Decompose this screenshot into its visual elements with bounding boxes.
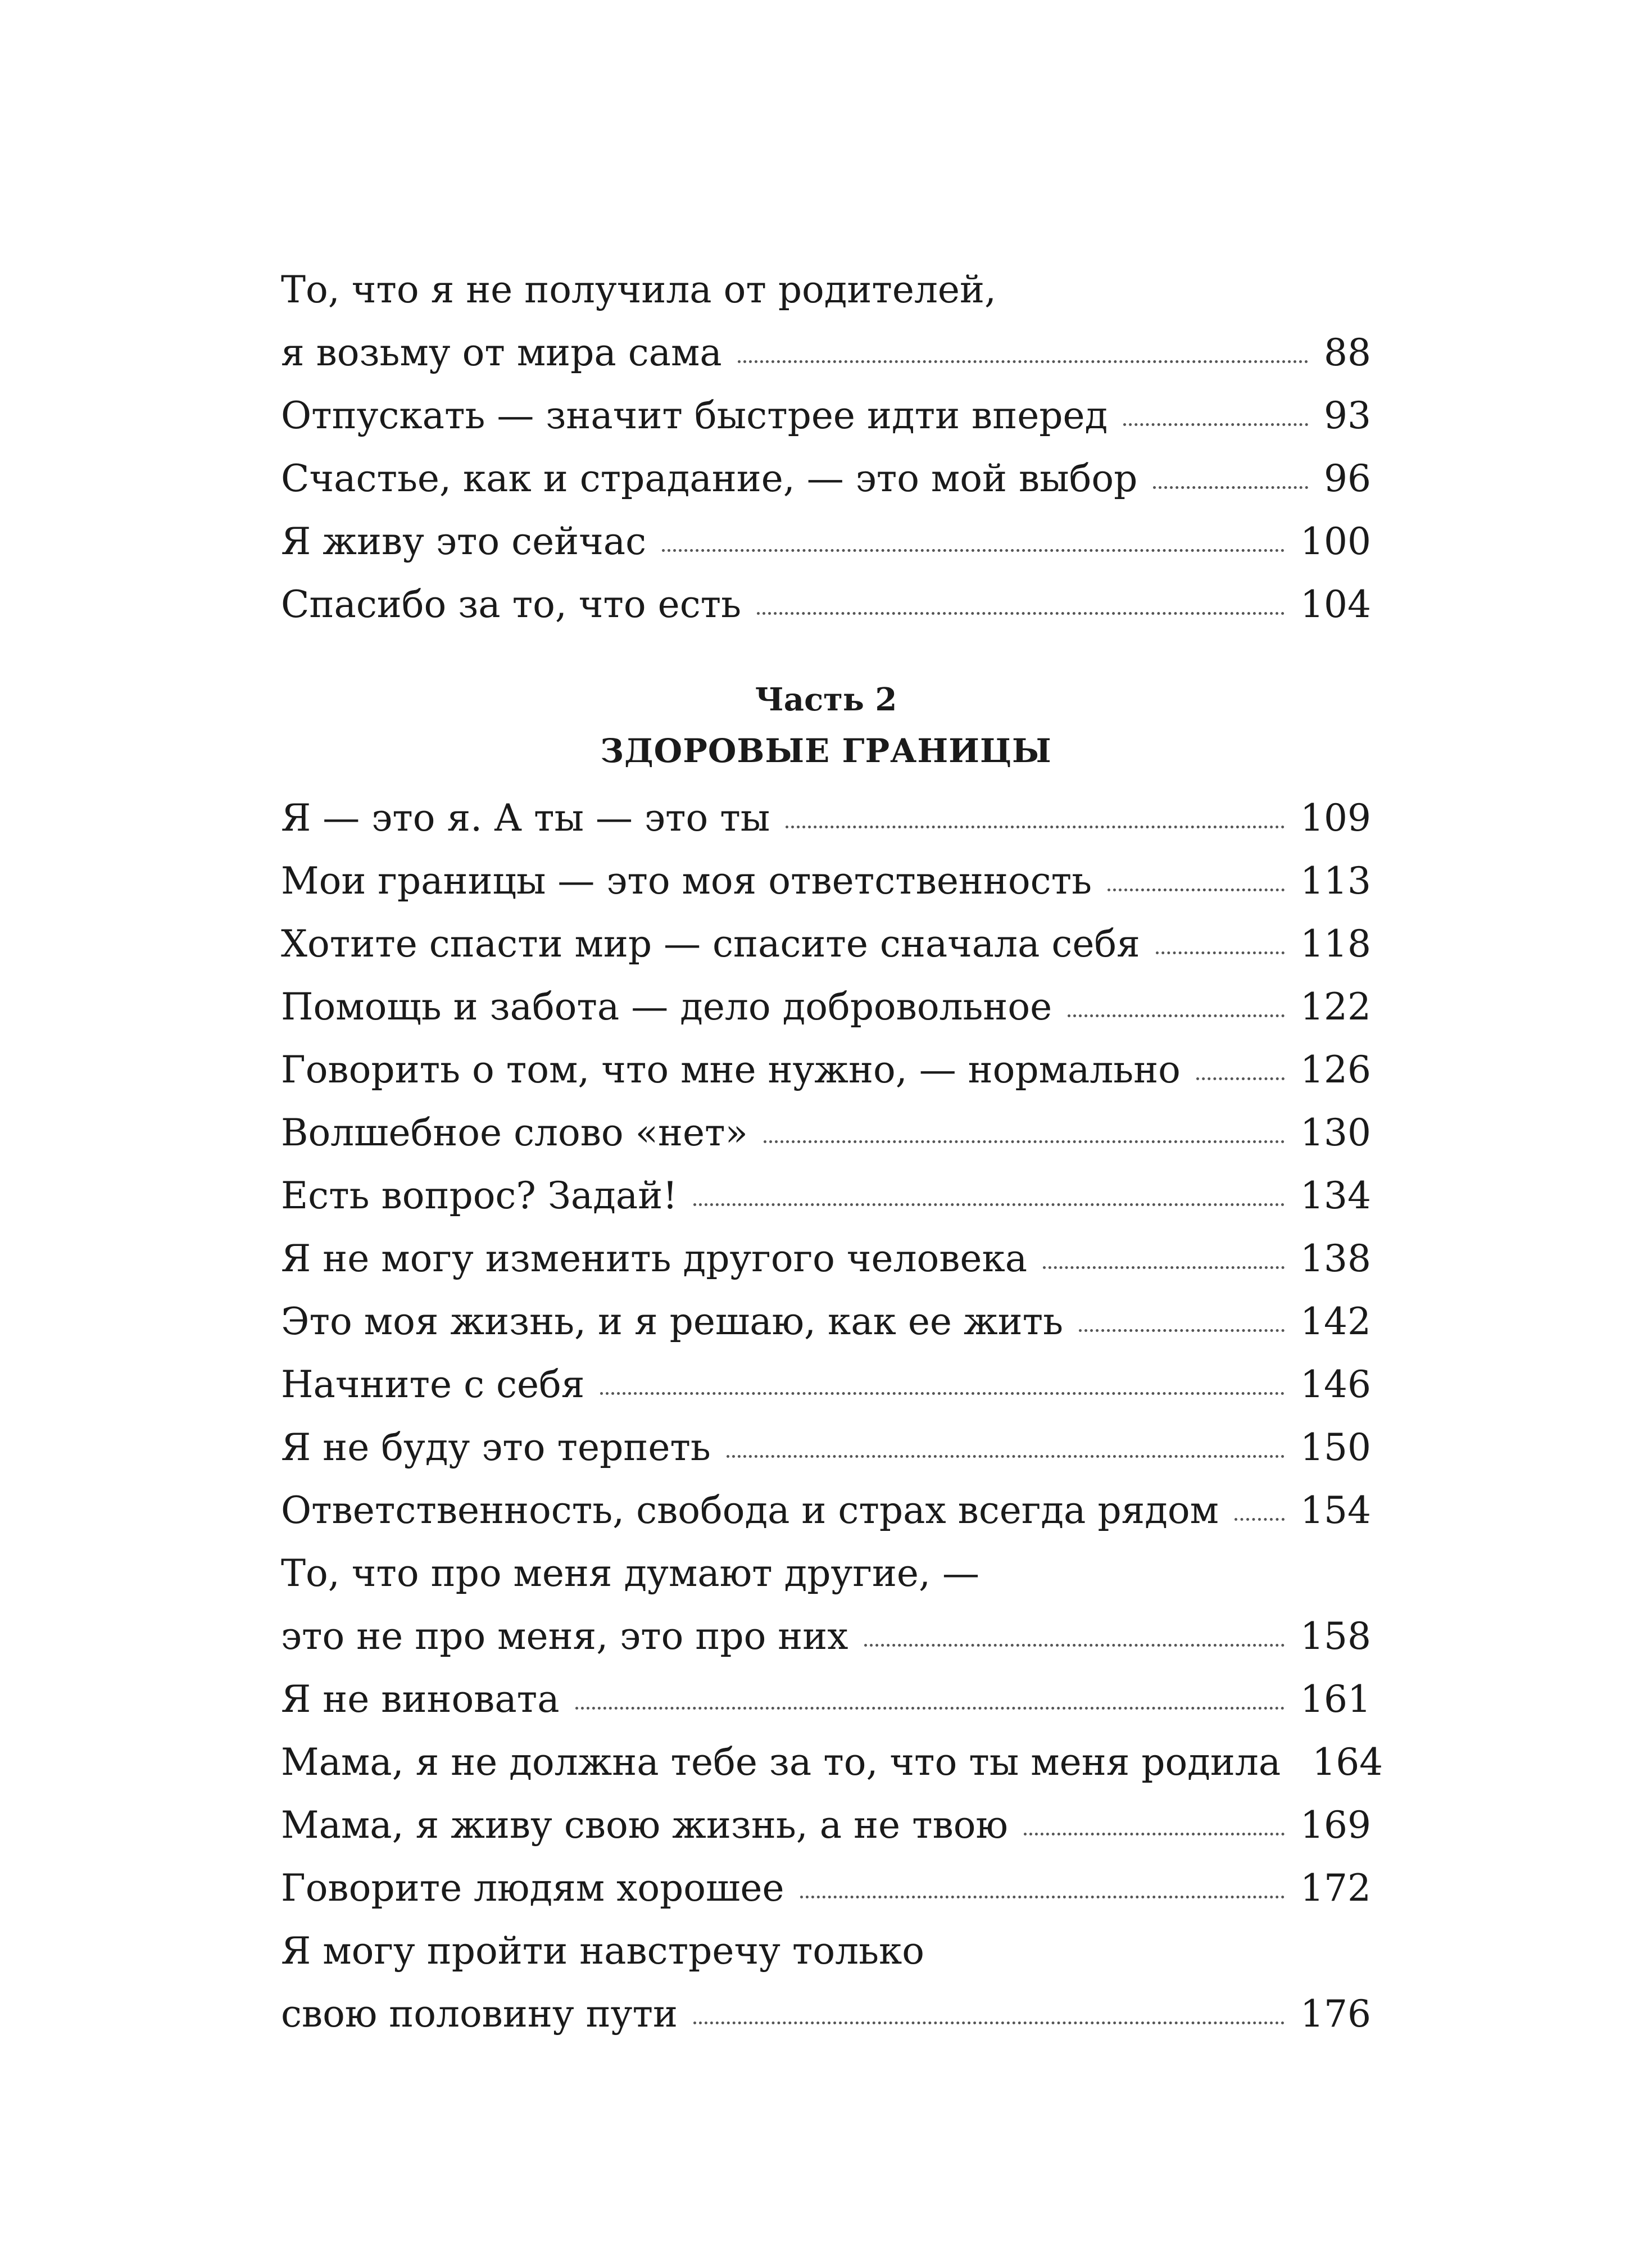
dot-leader [1235,1518,1285,1521]
toc-entry-title-line1: То, что про меня думают другие, — [281,1552,979,1595]
toc-entry-page: 176 [1300,1992,1371,2036]
toc-entry[interactable] [281,1542,1371,1668]
dot-leader [600,1392,1285,1395]
toc-entry-page: 122 [1300,985,1371,1028]
toc-entry[interactable] [281,1416,1371,1479]
toc-entry-title: Начните с себя [281,1363,585,1406]
toc-entry-page: 130 [1300,1111,1371,1154]
dot-leader [757,612,1285,615]
dot-leader [693,2022,1285,2024]
toc-entry-title: Это моя жизнь, и я решаю, как ее жить [281,1300,1064,1343]
toc-entry-title: Я не виновата [281,1678,560,1721]
dot-leader [1153,486,1308,489]
toc-entry-page: 134 [1300,1174,1371,1217]
dot-leader [1123,423,1308,426]
dot-leader [1043,1266,1285,1269]
dot-leader [727,1455,1285,1458]
toc-entry-page: 96 [1324,457,1371,500]
toc-entry[interactable] [281,1731,1383,1794]
toc-entry-title: Счастье, как и страдание, — это мой выбор [281,457,1138,500]
toc-entry-title: Мама, я не должна тебе за то, что ты меня родила [281,1741,1281,1784]
toc-entry[interactable] [281,1794,1371,1857]
toc-entry[interactable] [281,1353,1371,1416]
toc-entry[interactable] [281,259,1371,384]
toc-entry-title: Хотите спасти мир — спасите сначала себя [281,922,1140,966]
toc-entry[interactable] [281,573,1371,636]
dot-leader [1156,951,1285,954]
toc-entry-title: это не про меня, это про них [281,1615,848,1658]
dot-leader [800,1896,1285,1898]
toc-entry-page: 126 [1300,1048,1371,1091]
toc-entry-page: 172 [1300,1866,1371,1910]
dot-leader [1079,1329,1285,1332]
dot-leader [1108,889,1285,891]
toc-entry-title: Спасибо за то, что есть [281,583,742,626]
toc-entry-title: Говорите людям хорошее [281,1866,784,1910]
toc-entry[interactable] [281,1164,1371,1227]
dot-leader [786,826,1285,828]
toc-entry-page: 118 [1300,922,1371,966]
toc-entry[interactable] [281,976,1371,1039]
dot-leader [662,549,1285,552]
toc-entry[interactable] [281,850,1371,913]
toc-entry-page: 138 [1300,1237,1371,1280]
toc-entry[interactable] [281,1102,1371,1164]
toc-entry-page: 164 [1312,1741,1383,1784]
toc-entry-page: 88 [1324,331,1371,374]
toc-entry-page: 113 [1300,859,1371,903]
toc-entry-page: 169 [1300,1803,1371,1847]
toc-entry-title-line1: То, что я не получила от родителей, [281,268,996,311]
toc-entry-page: 109 [1300,796,1371,840]
dot-leader [575,1707,1285,1710]
toc-entry-title: Я — это я. А ты — это ты [281,796,770,840]
toc-entry-page: 161 [1300,1678,1371,1721]
toc-entry[interactable] [281,1227,1371,1290]
part-title: ЗДОРОВЫЕ ГРАНИЦЫ [600,732,1052,770]
toc-entry-title: Я не могу изменить другого человека [281,1237,1028,1280]
toc-entry[interactable] [281,510,1371,573]
toc-entry[interactable] [281,913,1371,976]
toc-entry-title: Я живу это сейчас [281,520,647,563]
dot-leader [693,1203,1285,1206]
toc-entry-page: 158 [1300,1615,1371,1658]
toc-entry-title: Помощь и забота — дело добровольное [281,985,1052,1028]
toc-entry-page: 154 [1300,1489,1371,1532]
toc-entry-page: 100 [1300,520,1371,563]
toc-entry[interactable] [281,787,1371,850]
dot-leader [738,360,1308,363]
toc-entry[interactable] [281,1920,1371,2046]
dot-leader [1196,1077,1285,1080]
toc-entry-title: Говорить о том, что мне нужно, — нормально [281,1048,1181,1091]
toc-entry-title: Отпускать — значит быстрее идти вперед [281,394,1108,437]
toc-entry-title: Я не буду это терпеть [281,1426,711,1469]
dot-leader [1024,1833,1285,1835]
toc-entry[interactable] [281,1479,1371,1542]
dot-leader [864,1644,1285,1647]
toc-entry[interactable] [281,384,1371,447]
toc-entry-title: Мама, я живу свою жизнь, а не твою [281,1803,1008,1847]
toc-entry-page: 93 [1324,394,1371,437]
toc-entry-title: свою половину пути [281,1992,678,2036]
toc-entry-title: Ответственность, свобода и страх всегда рядом [281,1489,1219,1532]
toc-entry-title: Есть вопрос? Задай! [281,1174,678,1217]
toc-entry-page: 142 [1300,1300,1371,1343]
dot-leader [1068,1014,1285,1017]
toc-entry[interactable] [281,1857,1371,1920]
toc-entry-page: 104 [1300,583,1371,626]
toc-entry-page: 150 [1300,1426,1371,1469]
toc-entry[interactable] [281,1039,1371,1102]
toc-entry[interactable] [281,447,1371,510]
toc-entry[interactable] [281,1668,1371,1731]
dot-leader [764,1140,1285,1143]
toc-entry-title: Мои границы — это моя ответственность [281,859,1092,903]
toc-entry-title: я возьму от мира сама [281,331,722,374]
toc-entry-title: Волшебное слово «нет» [281,1111,748,1154]
toc-entry-page: 146 [1300,1363,1371,1406]
part-label: Часть 2 [755,681,897,718]
toc-entry[interactable] [281,1290,1371,1353]
toc-entry-title-line1: Я могу пройти навстречу только [281,1929,925,1973]
